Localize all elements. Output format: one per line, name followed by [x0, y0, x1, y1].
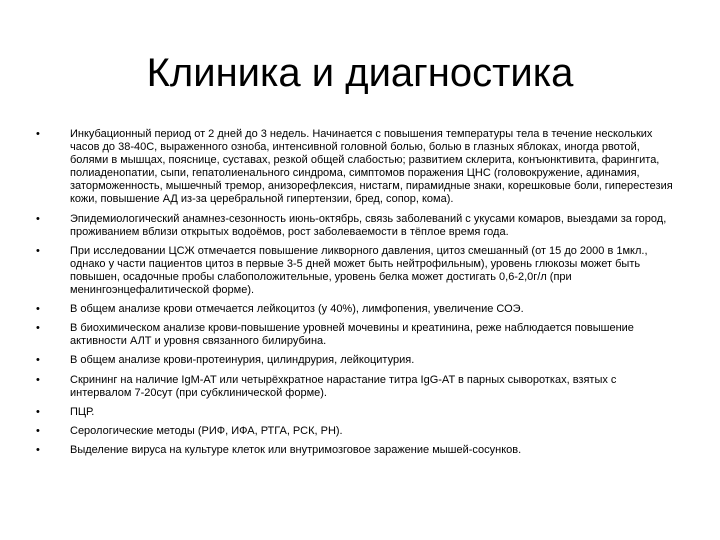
bullet-item: [36, 425, 676, 438]
bullet-dot: •: [36, 128, 40, 140]
bullet-dot: •: [36, 322, 40, 335]
bullet-text: Серологические методы (РИФ, ИФА, РТГА, РСК, РН).: [70, 424, 343, 437]
bullet-item: [36, 406, 676, 419]
slide-title: Клиника и диагностика: [146, 51, 574, 95]
bullet-item: [36, 213, 676, 239]
bullet-item: [36, 245, 676, 297]
bullet-item: [36, 128, 676, 207]
bullet-dot: •: [36, 443, 40, 456]
bullet-item: [36, 354, 676, 367]
bullet-text: Скрининг на наличие IgM-AT или четырёхкратное нарастание титра IgG-AT в парных сыворотках, взятых с интервалом 7-20сут (при субклинической форме).: [70, 373, 617, 399]
bullet-item: [36, 374, 676, 400]
bullet-text: Выделение вируса на культуре клеток или внутримозговое заражение мышей-сосунков.: [70, 443, 522, 456]
bullet-dot: •: [36, 373, 40, 386]
bullet-text: ПЦР.: [70, 405, 95, 418]
bullet-text: Эпидемиологический анамнез-сезонность июнь-октябрь, связь заболеваний с укусами комаров, выездами за город, проживанием вблизи открытых водоёмов, рост заболеваемости в тёплое время года.: [70, 212, 667, 238]
bullet-dot: •: [36, 405, 40, 418]
bullet-dot: •: [36, 244, 40, 257]
bullet-dot: •: [36, 212, 40, 225]
bullet-text: В общем анализе крови-протеинурия, цилиндрурия, лейкоцитурия.: [70, 354, 415, 367]
bullet-text: Инкубационный период от 2 дней до 3 недель. Начинается с повышения температуры тела в течение нескольких часов до 38-40С, выраженного озноба, интенсивной головной болью, болью в глазных яблоках, иногда рвотой, болями в мышцах, пояснице, суставах, резкой общей слабостью; развитием склерита, конъюнктивита, фарингита, полиаденопатии, сыпи, гепатолиенального синдрома, симптомов поражения ЦНС (головокружение, адинамия, заторможенность, мышечный тремор, анизорефлексия, нистагм, пирамидные знаки, корешковые боли, гиперестезия кожи, повышение АД из-за церебральной гипертензии, бред, сопор, кома).: [70, 128, 673, 206]
bullet-list: [36, 128, 676, 463]
bullet-item: [36, 303, 676, 316]
bullet-text: При исследовании ЦСЖ отмечается повышение ликворного давления, цитоз смешанный (от 15 до 2000 в 1мкл., однако у части пациентов цитоз в первые 3-5 дней может быть нейтрофильным), уровень глюкозы может быть повышен, осадочные пробы слабоположительные, уровень белка может достигать 0,6-2,0г/л (при менингоэнцефалитической форме).: [70, 244, 648, 297]
bullet-dot: •: [36, 354, 40, 367]
bullet-dot: •: [36, 303, 40, 316]
bullet-item: [36, 322, 676, 348]
bullet-text: В биохимическом анализе крови-повышение уровней мочевины и креатинина, реже наблюдается повышение активности АЛТ и уровня связанного билирубина.: [70, 322, 634, 348]
bullet-text: В общем анализе крови отмечается лейкоцитоз (у 40%), лимфопения, увеличение СОЭ.: [70, 303, 524, 316]
bullet-item: [36, 444, 676, 457]
bullet-dot: •: [36, 424, 40, 437]
